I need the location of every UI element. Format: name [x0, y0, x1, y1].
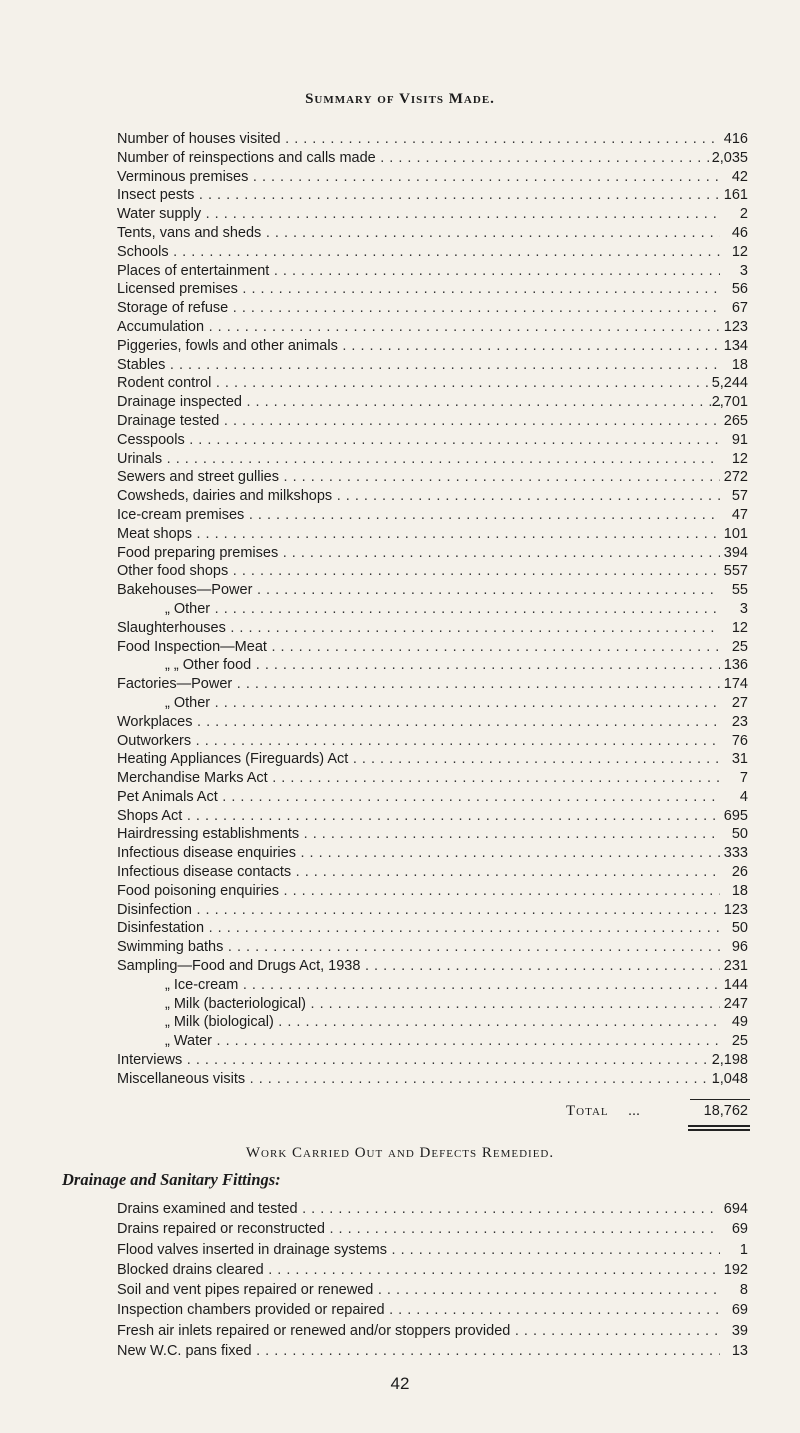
list-item — [0, 1300, 800, 1320]
item-label: Flood valves inserted in drainage systems . . . — [117, 1240, 720, 1260]
item-value: 26 — [731, 864, 748, 881]
item-label: Swimming baths . . . — [117, 938, 720, 957]
total-double-rule — [688, 1125, 750, 1131]
list-item — [0, 619, 800, 638]
item-label: Meat shops . . . — [117, 525, 720, 544]
list-item — [0, 299, 800, 318]
list-item — [0, 1032, 800, 1051]
item-label: Rodent control . . . — [117, 374, 720, 393]
item-label: Pet Animals Act . . . — [117, 788, 720, 807]
item-value: 49 — [731, 1014, 748, 1031]
list-item — [0, 431, 800, 450]
item-label: Licensed premises . . . — [117, 280, 720, 299]
item-label: Sampling—Food and Drugs Act, 1938 . . . — [117, 957, 720, 976]
item-value: 69 — [731, 1302, 748, 1319]
item-label: „ Milk (biological) . . . — [117, 1013, 720, 1032]
item-value: 231 — [723, 958, 748, 975]
item-value: 3 — [739, 262, 748, 279]
item-label: Outworkers . . . — [117, 732, 720, 751]
work-list — [0, 1199, 800, 1361]
item-label: Drains examined and tested . . . — [117, 1199, 720, 1219]
item-label: Blocked drains cleared . . . — [117, 1260, 720, 1280]
list-item — [0, 638, 800, 657]
list-item — [0, 976, 800, 995]
item-value: 123 — [723, 318, 748, 335]
list-item — [0, 337, 800, 356]
item-label: Miscellaneous visits . . . — [117, 1070, 720, 1089]
item-value: 57 — [731, 488, 748, 505]
item-value: 12 — [731, 619, 748, 636]
item-value: 23 — [731, 713, 748, 730]
item-label: „ Milk (bacteriological) . . . — [117, 995, 720, 1014]
item-value: 39 — [731, 1322, 748, 1339]
total-label: Total — [566, 1103, 609, 1119]
list-item — [0, 544, 800, 563]
list-item — [0, 938, 800, 957]
list-item — [0, 356, 800, 375]
item-label: Ice-cream premises . . . — [117, 506, 720, 525]
item-label: Food poisoning enquiries . . . — [117, 882, 720, 901]
item-label: Food preparing premises . . . — [117, 544, 720, 563]
list-item — [0, 1199, 800, 1219]
work-title: Work Carried Out and Defects Remedied. — [245, 1145, 555, 1161]
item-value: 76 — [731, 732, 748, 749]
item-value: 55 — [731, 582, 748, 599]
item-label: Food Inspection—Meat . . . — [117, 638, 720, 657]
item-label: Inspection chambers provided or repaired . . . — [117, 1300, 720, 1320]
item-value: 695 — [723, 807, 748, 824]
item-value: 123 — [723, 901, 748, 918]
item-value: 144 — [723, 976, 748, 993]
list-item — [0, 525, 800, 544]
list-item — [0, 1013, 800, 1032]
list-item — [0, 1280, 800, 1300]
item-label: Drainage tested . . . — [117, 412, 720, 431]
item-value: 3 — [739, 600, 748, 617]
summary-title: Summary of Visits Made. — [305, 91, 495, 107]
item-label: Tents, vans and sheds . . . — [117, 224, 720, 243]
item-value: 12 — [731, 243, 748, 260]
item-value: 134 — [723, 337, 748, 354]
list-item — [0, 600, 800, 619]
item-label: Piggeries, fowls and other animals . . . — [117, 337, 720, 356]
item-value: 2,198 — [711, 1052, 748, 1069]
list-item — [0, 769, 800, 788]
list-item — [0, 1260, 800, 1280]
list-item — [0, 1070, 800, 1089]
list-item — [0, 506, 800, 525]
item-label: Places of entertainment . . . — [117, 262, 720, 281]
list-item — [0, 788, 800, 807]
list-item — [0, 412, 800, 431]
item-value: 7 — [739, 770, 748, 787]
list-item — [0, 1219, 800, 1239]
item-value: 18 — [731, 356, 748, 373]
list-item — [0, 468, 800, 487]
total-dots: ... — [628, 1103, 641, 1119]
list-item — [0, 675, 800, 694]
item-label: Number of reinspections and calls made . . . — [117, 149, 720, 168]
list-item — [0, 243, 800, 262]
item-value: 27 — [731, 694, 748, 711]
item-label: Workplaces . . . — [117, 713, 720, 732]
list-item — [0, 562, 800, 581]
list-item — [0, 694, 800, 713]
list-item — [0, 186, 800, 205]
list-item — [0, 807, 800, 826]
item-label: Other food shops . . . — [117, 562, 720, 581]
item-value: 31 — [731, 751, 748, 768]
item-label: Drainage inspected . . . — [117, 393, 720, 412]
list-item — [0, 1240, 800, 1260]
item-label: Schools . . . — [117, 243, 720, 262]
item-value: 5,244 — [711, 375, 748, 392]
item-value: 247 — [723, 995, 748, 1012]
list-item — [0, 882, 800, 901]
item-label: Accumulation . . . — [117, 318, 720, 337]
item-label: „ Water . . . — [117, 1032, 720, 1051]
item-value: 174 — [723, 676, 748, 693]
item-label: Interviews . . . — [117, 1051, 720, 1070]
item-value: 272 — [723, 469, 748, 486]
item-value: 694 — [723, 1201, 748, 1217]
item-label: „ Other . . . — [117, 694, 720, 713]
item-value: 8 — [739, 1282, 748, 1299]
item-label: Shops Act . . . — [117, 807, 720, 826]
list-item — [0, 656, 800, 675]
item-value: 2 — [739, 206, 748, 223]
item-label: Hairdressing establishments . . . — [117, 825, 720, 844]
item-value: 4 — [739, 788, 748, 805]
item-value: 1 — [739, 1241, 748, 1258]
item-value: 25 — [731, 1033, 748, 1050]
list-item — [0, 280, 800, 299]
list-item — [0, 374, 800, 393]
item-value: 67 — [731, 300, 748, 317]
item-label: „ Other . . . — [117, 600, 720, 619]
item-label: Urinals . . . — [117, 450, 720, 469]
list-item — [0, 1341, 800, 1361]
list-item — [0, 487, 800, 506]
item-value: 13 — [731, 1343, 748, 1360]
item-value: 333 — [723, 845, 748, 862]
item-label: Disinfection . . . — [117, 901, 720, 920]
list-item — [0, 224, 800, 243]
item-value: 50 — [731, 920, 748, 937]
item-value: 91 — [731, 431, 748, 448]
list-item — [0, 262, 800, 281]
list-item — [0, 450, 800, 469]
item-label: Cesspools . . . — [117, 431, 720, 450]
list-item — [0, 318, 800, 337]
list-item — [0, 995, 800, 1014]
item-value: 47 — [731, 506, 748, 523]
item-value: 557 — [723, 563, 748, 580]
item-label: Verminous premises . . . — [117, 168, 720, 187]
list-item — [0, 168, 800, 187]
item-label: Stables . . . — [117, 356, 720, 375]
list-item — [0, 1051, 800, 1070]
total-value: 18,762 — [703, 1103, 748, 1119]
item-value: 96 — [731, 939, 748, 956]
list-item — [0, 393, 800, 412]
item-value: 56 — [731, 281, 748, 298]
item-value: 50 — [731, 826, 748, 843]
item-value: 25 — [731, 638, 748, 655]
item-value: 161 — [723, 187, 748, 204]
item-value: 69 — [731, 1221, 748, 1238]
item-label: Slaughterhouses . . . — [117, 619, 720, 638]
item-label: Infectious disease contacts . . . — [117, 863, 720, 882]
list-item — [0, 149, 800, 168]
item-value: 136 — [723, 657, 748, 674]
list-item — [0, 713, 800, 732]
list-item — [0, 732, 800, 751]
item-label: New W.C. pans fixed . . . — [117, 1341, 720, 1361]
list-item — [0, 205, 800, 224]
item-value: 416 — [723, 131, 748, 147]
item-label: Drains repaired or reconstructed . . . — [117, 1219, 720, 1239]
item-label: Cowsheds, dairies and milkshops . . . — [117, 487, 720, 506]
item-label: Heating Appliances (Fireguards) Act . . . — [117, 750, 720, 769]
item-label: „ „ Other food . . . — [117, 656, 720, 675]
item-value: 2,701 — [711, 394, 748, 411]
total-row — [0, 1100, 800, 1122]
item-label: Disinfestation . . . — [117, 919, 720, 938]
item-value: 394 — [723, 544, 748, 561]
item-label: Water supply . . . — [117, 205, 720, 224]
item-label: „ Ice-cream . . . — [117, 976, 720, 995]
list-item — [0, 844, 800, 863]
item-value: 1,048 — [711, 1070, 748, 1087]
list-item — [0, 825, 800, 844]
item-value: 18 — [731, 882, 748, 899]
list-item — [0, 901, 800, 920]
item-label: Merchandise Marks Act . . . — [117, 769, 720, 788]
list-item — [0, 957, 800, 976]
item-label: Bakehouses—Power . . . — [117, 581, 720, 600]
list-item — [0, 919, 800, 938]
list-item — [0, 863, 800, 882]
item-label: Sewers and street gullies . . . — [117, 468, 720, 487]
item-label: Insect pests . . . — [117, 186, 720, 205]
item-label: Infectious disease enquiries . . . — [117, 844, 720, 863]
item-value: 46 — [731, 224, 748, 241]
item-label: Factories—Power . . . — [117, 675, 720, 694]
item-label: Number of houses visited . . . — [117, 130, 720, 149]
summary-list — [0, 130, 800, 1089]
item-value: 12 — [731, 450, 748, 467]
list-item — [0, 130, 800, 149]
item-value: 2,035 — [711, 149, 748, 166]
drainage-subheading: Drainage and Sanitary Fittings: — [62, 1170, 281, 1189]
item-value: 265 — [723, 412, 748, 429]
item-label: Storage of refuse . . . — [117, 299, 720, 318]
item-label: Soil and vent pipes repaired or renewed . . . — [117, 1280, 720, 1300]
item-label: Fresh air inlets repaired or renewed and/or stoppers provided . . . — [117, 1321, 720, 1341]
list-item — [0, 750, 800, 769]
list-item — [0, 1321, 800, 1341]
page-number: 42 — [390, 1374, 410, 1393]
item-value: 101 — [723, 525, 748, 542]
item-value: 42 — [731, 168, 748, 185]
list-item — [0, 581, 800, 600]
item-value: 192 — [723, 1261, 748, 1278]
